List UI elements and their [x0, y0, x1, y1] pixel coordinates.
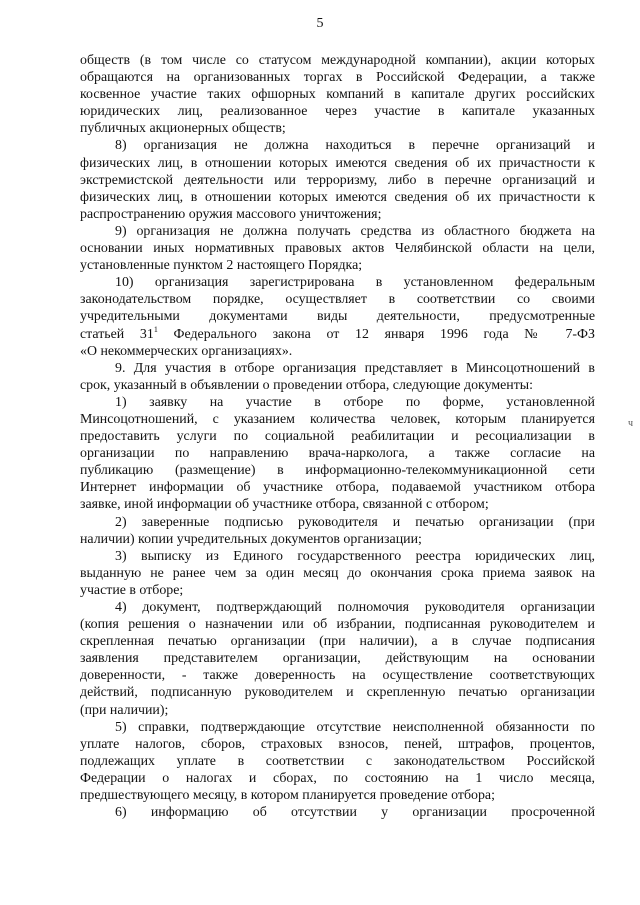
- text-line: 10) организация зарегистрирована в установленном федеральным: [115, 275, 595, 291]
- text-line: 9) организация не должна получать средства из областного бюджета на: [115, 223, 595, 239]
- text-line: обществ (в том числе со статусом международной компании), акции которых: [80, 53, 595, 68]
- text-line: юридических лиц, реализованное через участие в капитале указанных: [80, 104, 595, 120]
- text-line: экстремистской деятельности или терроризму, либо в перечне организаций и: [80, 172, 595, 188]
- superscript: 1: [153, 324, 158, 334]
- text-line: действий, подписанную руководителем и скрепленную печатью организации: [80, 685, 595, 701]
- text-line: организации по направлению врача-нарколога, а также согласие на: [80, 446, 595, 462]
- text-line: наличии) копии учредительных документов организации;: [80, 531, 422, 547]
- text-line: 9. Для участия в отборе организация представляет в Минсоцотношений в: [115, 360, 595, 376]
- text-line: уплате налогов, сборов, страховых взносов, пеней, штрафов, процентов,: [80, 736, 595, 752]
- text-line: публичных акционерных обществ;: [80, 121, 286, 137]
- text-line: 3) выписку из Единого государственного реестра юридических лиц,: [115, 548, 595, 564]
- text-line: 2) заверенные подписью руководителя и печатью организации (при: [115, 514, 595, 530]
- text-fragment: статьей 31: [80, 326, 154, 342]
- text-line: (при наличии);: [80, 702, 169, 718]
- text-line: срок, указанный в объявлении о проведении отбора, следующие документы:: [80, 377, 533, 393]
- text-line: Интернет информации об участнике отбора, подаваемой участником отбора: [80, 480, 595, 496]
- text-line: распространению оружия массового уничтожения;: [80, 206, 382, 222]
- text-line: Федерации о налогах и сборах, по состоянию на 1 число месяца,: [80, 770, 595, 786]
- text-line: 8) организация не должна находиться в перечне организаций и: [115, 138, 595, 154]
- text-line: [80, 326, 595, 343]
- text-line: обращаются на организованных торгах в Российской Федерации, а также: [80, 70, 595, 86]
- text-line: выданную не ранее чем за один месяц до окончания срока приема заявок на: [80, 565, 595, 581]
- text-line: 5) справки, подтверждающие отсутствие неисполненной обязанности по: [115, 719, 595, 735]
- text-line: 6) информацию об отсутствии у организации просроченной: [115, 805, 595, 821]
- text-line: учредительными документами виды деятельности, предусмотренные: [80, 309, 595, 325]
- page-number: 5: [316, 16, 324, 31]
- text-line: установленные пунктом 2 настоящего Порядка;: [80, 258, 363, 274]
- text-line: скрепленная печатью организации (при наличии), а в случае подписания: [80, 634, 595, 650]
- text-line: (копия решения о назначении или об избрании, подписанная руководителем и: [80, 617, 595, 633]
- text-line: законодательством порядке, осуществляет в соответствии со своими: [80, 292, 595, 308]
- text-line: Минсоцотношений, с указанием количества человек, которым планируется: [80, 411, 595, 427]
- scan-edge-mark: ч: [628, 418, 634, 429]
- text-line: физических лиц, в отношении которых имеются сведения об их причастности к: [80, 189, 595, 205]
- text-line: публикацию (размещение) в информационно-телекоммуникационной сети: [80, 463, 595, 479]
- text-line: основании иных нормативных правовых актов Челябинской области на цели,: [80, 241, 595, 257]
- text-line: косвенное участие таких офшорных компаний в капитале других российских: [80, 87, 595, 103]
- text-line: 1) заявку на участие в отборе по форме, установленной: [115, 394, 595, 410]
- text-line: подлежащих уплате в соответствии с законодательством Российской: [80, 753, 595, 769]
- text-line: предоставить услуги по социальной реабилитации и ресоциализации в: [80, 429, 595, 445]
- text-line: участие в отборе;: [80, 582, 184, 598]
- text-line: 4) документ, подтверждающий полномочия руководителя организации: [115, 600, 595, 615]
- document-body: [80, 52, 595, 821]
- text-line: предшествующего месяцу, в котором планируется проведение отбора;: [80, 788, 495, 804]
- text-line: физических лиц, в отношении которых имеются сведения об их причастности к: [80, 155, 595, 171]
- text-line: заявления представителем организации, действующим на основании: [80, 651, 595, 667]
- text-line: доверенности, - также доверенность на осуществление соответствующих: [80, 668, 595, 684]
- text-line: заявке, иной информации об участнике отбора, связанной с отбором;: [80, 497, 489, 513]
- text-line: «О некоммерческих организациях».: [80, 343, 293, 359]
- text-fragment: Федерального закона от 12 января 1996 года № 7-ФЗ: [157, 326, 595, 342]
